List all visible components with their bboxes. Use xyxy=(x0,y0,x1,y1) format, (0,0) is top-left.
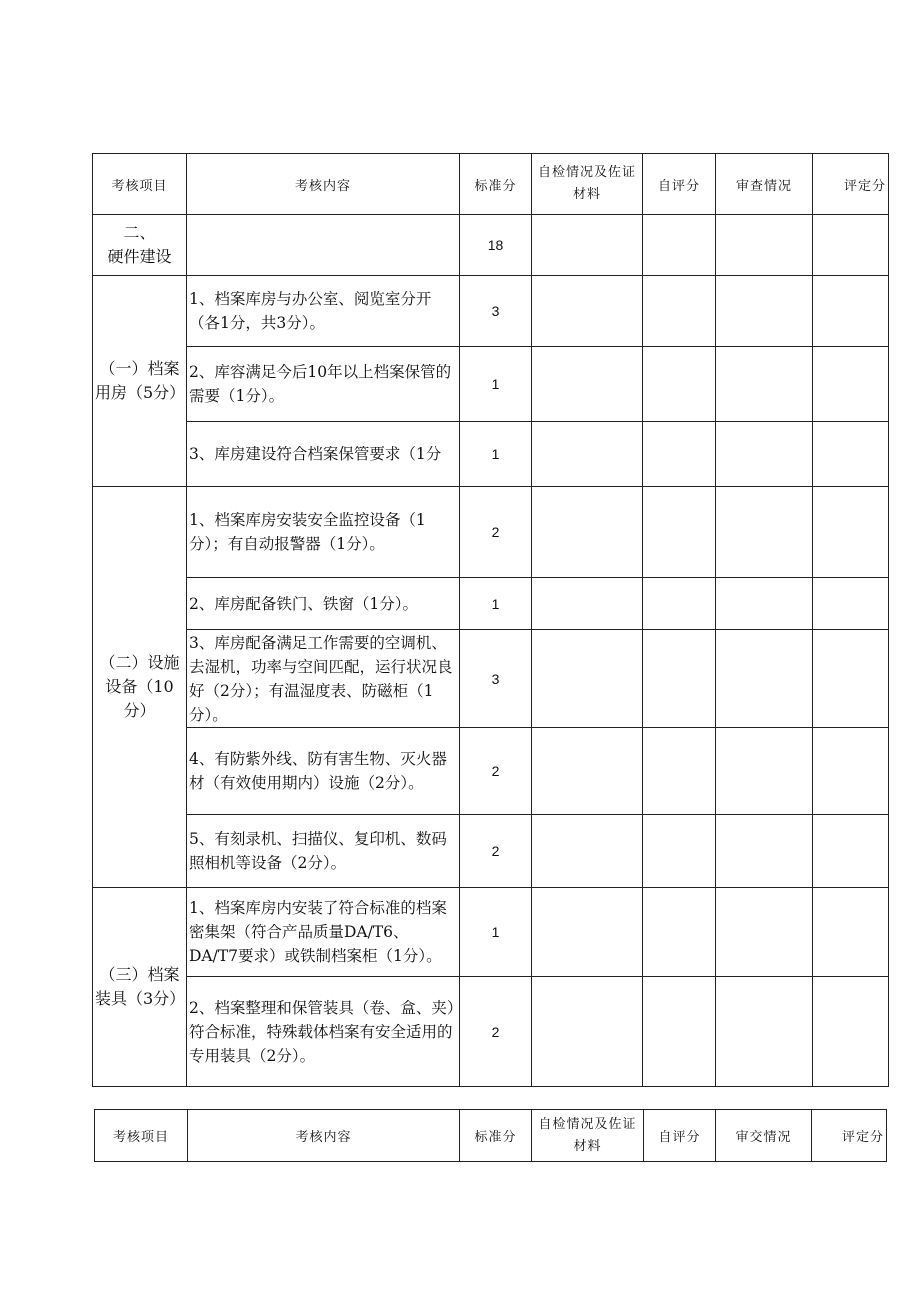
header-standard: 标准分 xyxy=(460,154,532,215)
item-content: 1、档案库房与办公室、阅览室分开（各1分，共3分）。 xyxy=(187,276,460,347)
table-row xyxy=(93,888,889,977)
header-self-score: 自评分 xyxy=(643,154,716,215)
header-review: 审查情况 xyxy=(716,154,813,215)
table-row xyxy=(93,630,889,728)
header-material xyxy=(532,154,643,215)
item-content: 2、库房配备铁门、铁窗（1分）。 xyxy=(187,578,460,630)
section-label xyxy=(93,215,187,276)
item-score: 3 xyxy=(460,630,532,728)
section-score: 18 xyxy=(460,215,532,276)
item-content: 3、库房建设符合档案保管要求（1分 xyxy=(187,422,460,487)
section-label-line2: 硬件建设 xyxy=(107,247,172,266)
group-label: （二）设施设备（10分） xyxy=(93,487,187,888)
item-score: 1 xyxy=(460,422,532,487)
header-material-line1: 自检情况及佐证 xyxy=(537,165,636,180)
header-content: 考核内容 xyxy=(187,154,460,215)
section-review xyxy=(716,215,813,276)
header-material-line2: 材料 xyxy=(572,187,601,202)
item-score: 1 xyxy=(460,888,532,977)
assessment-table-header-repeat xyxy=(94,1109,887,1162)
item-content: 2、库容满足今后10年以上档案保管的需要（1分）。 xyxy=(187,347,460,422)
table-row xyxy=(93,276,889,347)
group-label: （一）档案用房（5分） xyxy=(93,276,187,487)
header-material xyxy=(532,1110,644,1162)
item-score: 3 xyxy=(460,276,532,347)
header-item: 考核项目 xyxy=(95,1110,188,1162)
section-final xyxy=(813,215,889,276)
table-row xyxy=(93,347,889,422)
header-final: 评定分 xyxy=(813,154,889,215)
table-row xyxy=(93,578,889,630)
header-review: 审交情况 xyxy=(716,1110,812,1162)
table-row xyxy=(93,487,889,578)
header-final: 评定分 xyxy=(812,1110,887,1162)
item-content: 1、档案库房内安装了符合标准的档案密集架（符合产品质量DA/T6、DA/T7要求）或铁制档案柜（1分）。 xyxy=(187,888,460,977)
section-material xyxy=(532,215,643,276)
header-standard: 标准分 xyxy=(460,1110,532,1162)
item-content: 1、档案库房安装安全监控设备（1分）；有自动报警器（1分）。 xyxy=(187,487,460,578)
group-label: （三）档案装具（3分） xyxy=(93,888,187,1087)
header-material-line1: 自检情况及佐证 xyxy=(538,1116,637,1132)
table-row xyxy=(93,977,889,1087)
header-self-score: 自评分 xyxy=(644,1110,716,1162)
header-row xyxy=(93,154,889,215)
item-content: 2、档案整理和保管装具（卷、盒、夹）符合标准，特殊载体档案有安全适用的专用装具（2分）。 xyxy=(187,977,460,1087)
section-row xyxy=(93,215,889,276)
item-score: 2 xyxy=(460,487,532,578)
header-item: 考核项目 xyxy=(93,154,187,215)
table-row xyxy=(93,422,889,487)
section-content xyxy=(187,215,460,276)
section-self-score xyxy=(643,215,716,276)
table-row xyxy=(93,815,889,888)
item-score: 2 xyxy=(460,977,532,1087)
header-content: 考核内容 xyxy=(188,1110,460,1162)
assessment-table xyxy=(92,153,889,1087)
section-label-line1: 二、 xyxy=(123,223,156,242)
item-score: 2 xyxy=(460,728,532,815)
header-row xyxy=(95,1110,887,1162)
item-score: 1 xyxy=(460,347,532,422)
item-score: 2 xyxy=(460,815,532,888)
item-content: 3、库房配备满足工作需要的空调机、去湿机，功率与空间匹配，运行状况良好（2分）；有温湿度表、防磁柜（1分）。 xyxy=(187,630,460,728)
table-row xyxy=(93,728,889,815)
header-material-line2: 材料 xyxy=(573,1138,602,1154)
item-score: 1 xyxy=(460,578,532,630)
item-content: 5、有刻录机、扫描仪、复印机、数码照相机等设备（2分）。 xyxy=(187,815,460,888)
item-content: 4、有防紫外线、防有害生物、灭火器材（有效使用期内）设施（2分）。 xyxy=(187,728,460,815)
